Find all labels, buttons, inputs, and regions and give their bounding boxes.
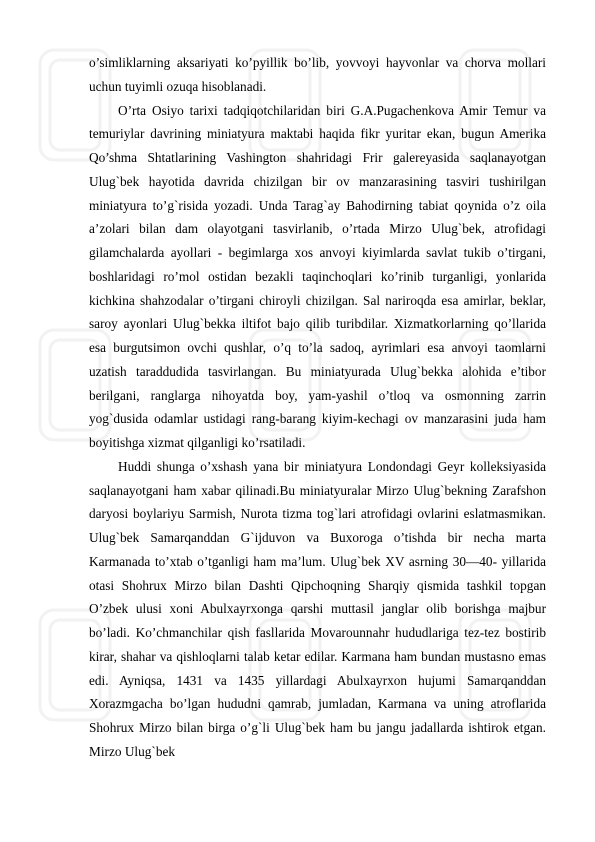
- paragraph-3: Huddi shunga o’xshash yana bir miniatyura Londondagi Geyr kolleksiyasida saqlanayotgani ham xabar qilinadi.Bu miniatyuralar Mirzo Ulug`bekning Zarafshon daryosi boylariyu Sarmish, Nurota tizma tog`lari atrofidagi ovlarini eslatmasmikan. Ulug`bek Samarqanddan G`ijduvon va Buxoroga o’tishda bir necha marta Karmanada to’xtab o’tganligi ham ma’lum. Ulug`bek XV asrning 30—40- yillarida otasi Shohrux Mirzo bilan Dashti Qipchoqning Sharqiy qismida tashkil topgan O’zbek ulusi xoni Abulxayrxonga qarshi muttasil janglar olib borishga majbur bo’ladi. Ko’chmanchilar qish fasllarida Movarounnahr hududlariga tez-tez bostirib kirar, shahar va qishloqlarni talab ketar edilar. Karmana ham bundan mustasno emas edi. Ayniqsa, 1431 va 1435 yillardagi Abulxayrxon hujumi Samarqanddan Xorazmgacha bo’lgan hududni qamrab, jumladan, Karmana va uning atroflarida Shohrux Mirzo bilan birga o’g`li Ulug`bek ham bu jangu jadallarda ishtirok etgan. Mirzo Ulug`bek: [89, 458, 546, 759]
- paragraph-1: o’simliklarning aksariyati ko’pyillik bo’lib, yovvoyi hayvonlar va chorva mollari uchun tuyimli ozuqa hisoblanadi.: [89, 55, 546, 94]
- paragraph-2: O’rta Osiyo tarixi tadqiqotchilaridan biri G.A.Pugachenkova Amir Temur va temuriylar davrining miniatyura maktabi haqida fikr yuritar ekan, bugun Amerika Qo’shma Shtatlarining Vashington shahridagi Frir galereyasida saqlanayotgan Ulug`bek hayotida davrida chizilgan bir ov manzarasining tasviri tushirilgan miniatyura to’g`risida yozadi. Unda Tarag`ay Bahodirning tabiat qoynida o’z oila a’zolari bilan dam olayotgani tasvirlanib, o’rtada Mirzo Ulug`bek, atrofidagi gilamchalarda ayollari - begimlarga xos anvoyi kiyimlarda savlat tukib o’tirgani, boshlaridagi ro’mol ostidan bezakli taqinchoqlari ko’rinib turganligi, yonlarida kichkina shahzodalar o’tirgani chiroyli chizilgan. Sal nariroqda esa amirlar, beklar, saroy ayonlari Ulug`bekka iltifot bajo qilib turibdilar. Xizmatkorlarning qo’llarida esa burgutsimon ovchi qushlar, o’q to’la sadoq, ayrimlari esa anvoyi taomlarni uzatish taraddudida tasvirlangan. Bu miniatyurada Ulug`bekka alohida e’tibor berilgani, ranglarga nihoyatda boy, yam-yashil o’tloq va osmonning zarrin yog`dusida odamlar ustidagi rang-barang kiyim-kechagi ov manzarasini juda ham boyitishga xizmat qilganligi ko’rsatiladi.: [89, 102, 546, 450]
- document-body: [89, 51, 546, 764]
